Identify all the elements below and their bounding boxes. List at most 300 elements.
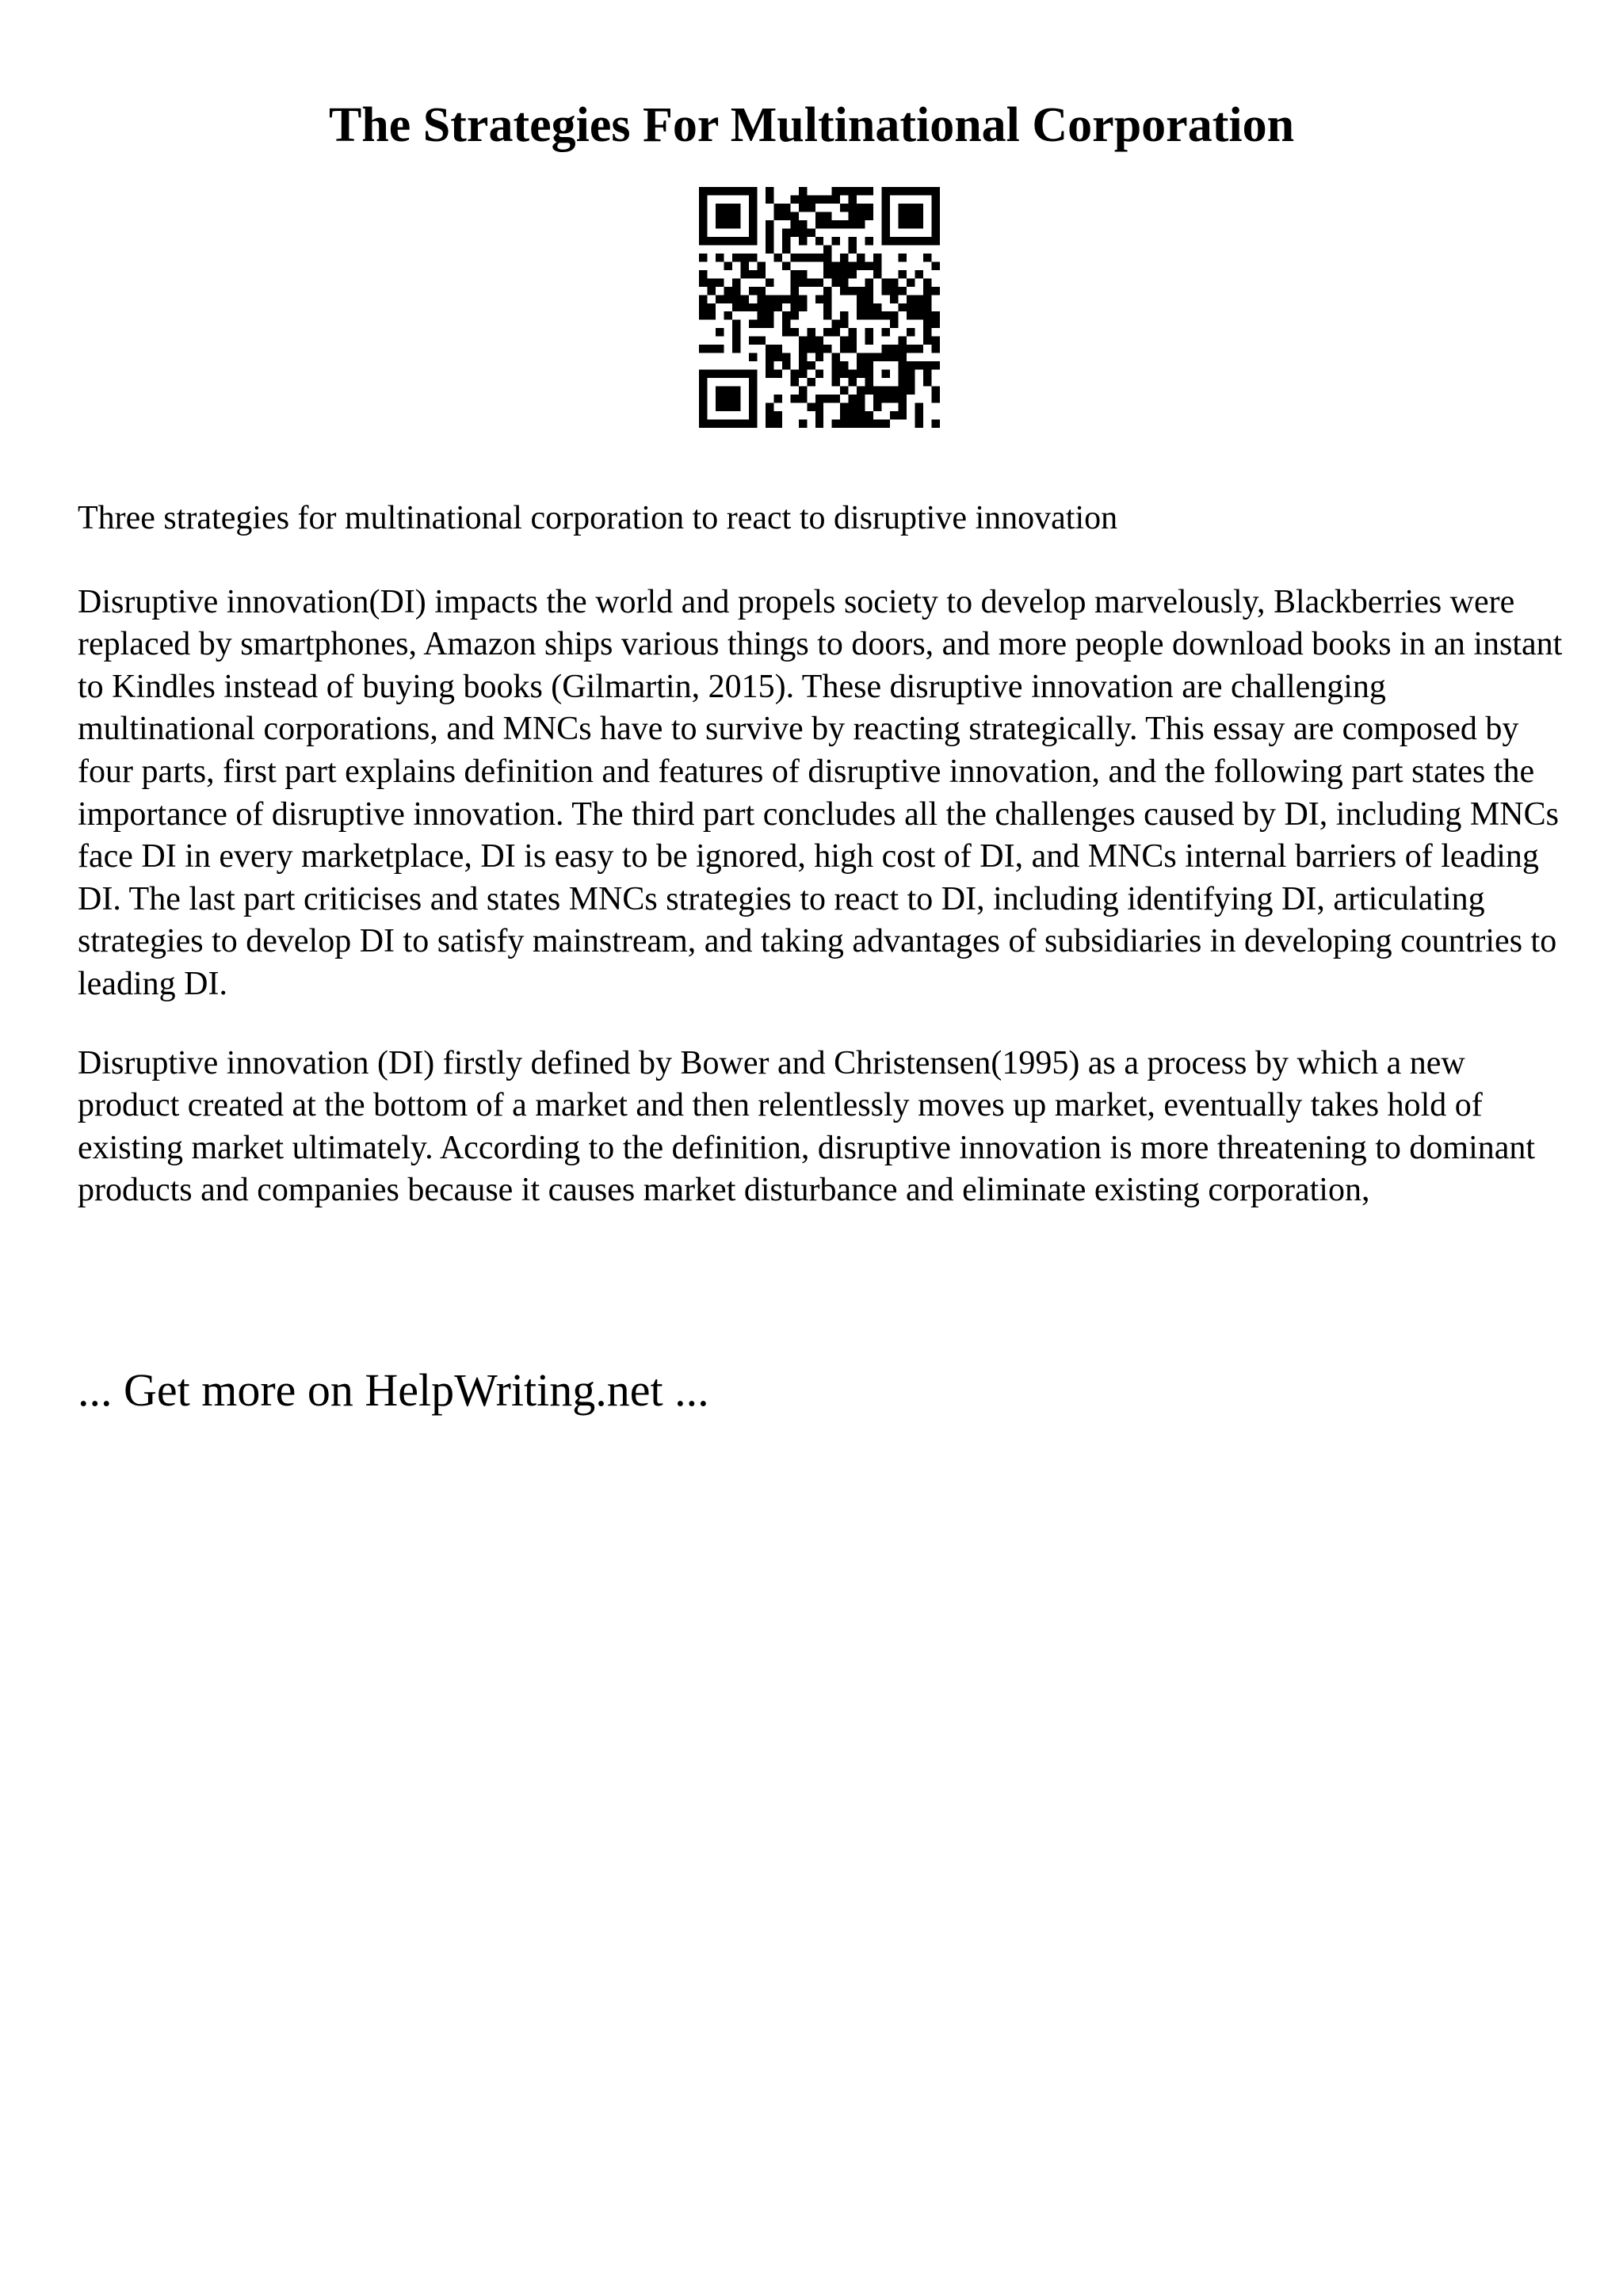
qr-module — [766, 361, 773, 369]
qr-module — [740, 295, 748, 303]
qr-module — [732, 320, 740, 328]
qr-module — [882, 287, 890, 295]
qr-module — [915, 420, 923, 428]
qr-module — [740, 237, 748, 245]
qr-module — [749, 420, 757, 428]
qr-module — [749, 270, 757, 278]
qr-module — [766, 228, 773, 236]
qr-module — [899, 204, 907, 212]
qr-module — [732, 204, 740, 212]
qr-module — [932, 395, 940, 402]
qr-module — [840, 204, 848, 212]
qr-module — [923, 320, 931, 328]
qr-module — [882, 353, 890, 361]
qr-module — [865, 337, 873, 345]
qr-module — [707, 303, 715, 311]
qr-module — [699, 303, 707, 311]
qr-module — [740, 187, 748, 195]
qr-module — [815, 345, 823, 353]
qr-module — [699, 420, 707, 428]
qr-module — [749, 353, 757, 361]
qr-module — [773, 395, 781, 402]
qr-module — [915, 237, 923, 245]
qr-module — [699, 387, 707, 395]
qr-module — [823, 287, 831, 295]
qr-module — [932, 420, 940, 428]
qr-module — [832, 370, 840, 378]
qr-module — [757, 337, 765, 345]
qr-module — [732, 387, 740, 395]
qr-module — [932, 287, 940, 295]
qr-module — [849, 337, 857, 345]
qr-module — [907, 237, 915, 245]
qr-module — [757, 270, 765, 278]
qr-module — [773, 353, 781, 361]
qr-module — [799, 337, 807, 345]
qr-module — [799, 420, 807, 428]
qr-module — [815, 254, 823, 261]
qr-module — [799, 387, 807, 395]
qr-module — [766, 411, 773, 419]
qr-module — [873, 254, 881, 261]
qr-module — [840, 411, 848, 419]
qr-module — [907, 220, 915, 228]
qr-code-icon — [699, 187, 940, 428]
qr-module — [782, 237, 790, 245]
qr-module — [840, 370, 848, 378]
qr-module — [699, 204, 707, 212]
qr-module — [790, 212, 798, 219]
qr-module — [724, 287, 731, 295]
qr-module — [907, 378, 915, 386]
qr-module — [732, 295, 740, 303]
qr-module — [865, 278, 873, 286]
qr-module — [873, 403, 881, 411]
qr-module — [707, 187, 715, 195]
qr-module — [724, 220, 731, 228]
qr-module — [699, 278, 707, 286]
qr-module — [766, 303, 773, 311]
qr-module — [807, 254, 815, 261]
qr-module — [873, 395, 881, 402]
qr-module — [716, 295, 724, 303]
qr-module — [915, 361, 923, 369]
qr-module — [890, 353, 898, 361]
qr-module — [766, 353, 773, 361]
qr-module — [749, 287, 757, 295]
qr-module — [915, 204, 923, 212]
qr-module — [882, 345, 890, 353]
qr-module — [882, 212, 890, 219]
qr-module — [882, 220, 890, 228]
qr-module — [749, 403, 757, 411]
qr-module — [865, 361, 873, 369]
qr-module — [699, 254, 707, 261]
qr-module — [815, 420, 823, 428]
qr-module — [773, 295, 781, 303]
qr-module — [823, 254, 831, 261]
qr-module — [865, 303, 873, 311]
qr-module — [882, 204, 890, 212]
qr-module — [740, 420, 748, 428]
qr-module — [832, 237, 840, 245]
qr-module — [865, 212, 873, 219]
qr-module — [749, 228, 757, 236]
qr-module — [932, 337, 940, 345]
qr-module — [773, 411, 781, 419]
qr-module — [799, 270, 807, 278]
qr-module — [849, 403, 857, 411]
qr-module — [749, 195, 757, 203]
qr-module — [849, 204, 857, 212]
qr-module — [932, 345, 940, 353]
qr-module — [757, 320, 765, 328]
qr-module — [832, 395, 840, 402]
qr-module — [799, 204, 807, 212]
qr-module — [907, 204, 915, 212]
qr-module — [857, 353, 865, 361]
qr-module — [773, 345, 781, 353]
qr-module — [865, 411, 873, 419]
qr-module — [857, 395, 865, 402]
qr-module — [882, 370, 890, 378]
qr-module — [749, 395, 757, 402]
qr-module — [766, 220, 773, 228]
qr-module — [890, 411, 898, 419]
qr-module — [740, 370, 748, 378]
qr-module — [832, 320, 840, 328]
qr-module — [757, 287, 765, 295]
qr-module — [840, 278, 848, 286]
qr-module — [732, 220, 740, 228]
qr-module — [815, 395, 823, 402]
qr-module — [773, 303, 781, 311]
qr-module — [882, 387, 890, 395]
qr-module — [724, 395, 731, 402]
qr-module — [849, 270, 857, 278]
qr-module — [873, 420, 881, 428]
qr-module — [807, 278, 815, 286]
qr-module — [799, 395, 807, 402]
qr-module — [873, 353, 881, 361]
qr-module — [890, 395, 898, 402]
qr-module — [749, 237, 757, 245]
qr-module — [882, 395, 890, 402]
qr-module — [849, 195, 857, 203]
qr-module — [766, 195, 773, 203]
qr-module — [732, 187, 740, 195]
qr-module — [732, 303, 740, 311]
qr-module — [799, 220, 807, 228]
qr-module — [857, 361, 865, 369]
qr-module — [907, 345, 915, 353]
qr-module — [732, 254, 740, 261]
qr-module — [716, 212, 724, 219]
qr-module — [749, 337, 757, 345]
qr-module — [840, 220, 848, 228]
qr-module — [865, 311, 873, 319]
qr-module — [923, 254, 931, 261]
qr-module — [899, 270, 907, 278]
qr-module — [766, 187, 773, 195]
qr-module — [749, 187, 757, 195]
qr-module — [840, 261, 848, 269]
qr-module — [799, 353, 807, 361]
qr-module — [865, 237, 873, 245]
qr-module — [782, 328, 790, 336]
qr-module — [716, 395, 724, 402]
qr-module — [790, 395, 798, 402]
qr-module — [849, 420, 857, 428]
qr-module — [699, 295, 707, 303]
qr-module — [899, 220, 907, 228]
qr-module — [699, 212, 707, 219]
qr-module — [766, 420, 773, 428]
qr-module — [890, 278, 898, 286]
qr-module — [832, 361, 840, 369]
qr-module — [732, 370, 740, 378]
qr-module — [790, 370, 798, 378]
qr-module — [907, 328, 915, 336]
qr-module — [815, 278, 823, 286]
qr-module — [799, 345, 807, 353]
qr-module — [923, 303, 931, 311]
qr-module — [865, 370, 873, 378]
qr-module — [724, 295, 731, 303]
qr-module — [849, 411, 857, 419]
qr-module — [790, 270, 798, 278]
qr-module — [707, 345, 715, 353]
qr-module — [857, 387, 865, 395]
qr-module — [823, 345, 831, 353]
qr-module — [782, 295, 790, 303]
qr-module — [716, 420, 724, 428]
qr-code[interactable] — [699, 187, 940, 428]
qr-module — [923, 311, 931, 319]
qr-module — [865, 261, 873, 269]
qr-module — [915, 295, 923, 303]
qr-module — [749, 212, 757, 219]
qr-module — [732, 287, 740, 295]
document-title: The Strategies For Multinational Corporation — [328, 98, 1295, 152]
qr-module — [932, 311, 940, 319]
qr-module — [865, 378, 873, 386]
qr-module — [790, 303, 798, 311]
qr-module — [923, 361, 931, 369]
qr-module — [699, 411, 707, 419]
qr-module — [832, 378, 840, 386]
qr-module — [915, 411, 923, 419]
qr-module — [799, 361, 807, 369]
qr-module — [857, 295, 865, 303]
qr-module — [865, 353, 873, 361]
qr-module — [807, 345, 815, 353]
qr-module — [857, 303, 865, 311]
qr-module — [749, 204, 757, 212]
qr-module — [899, 411, 907, 419]
qr-module — [799, 303, 807, 311]
qr-module — [699, 378, 707, 386]
qr-module — [766, 403, 773, 411]
qr-module — [790, 295, 798, 303]
qr-module — [890, 295, 898, 303]
qr-module — [890, 237, 898, 245]
qr-module — [757, 311, 765, 319]
qr-module — [849, 245, 857, 253]
qr-module — [882, 237, 890, 245]
qr-module — [899, 187, 907, 195]
qr-module — [865, 204, 873, 212]
qr-module — [724, 261, 731, 269]
qr-module — [716, 220, 724, 228]
qr-module — [915, 345, 923, 353]
qr-module — [773, 370, 781, 378]
qr-module — [899, 361, 907, 369]
qr-module — [857, 204, 865, 212]
qr-module — [815, 337, 823, 345]
qr-module — [907, 303, 915, 311]
qr-module — [849, 345, 857, 353]
qr-module — [716, 254, 724, 261]
qr-module — [865, 287, 873, 295]
qr-module — [790, 220, 798, 228]
qr-module — [749, 303, 757, 311]
qr-module — [749, 378, 757, 386]
qr-module — [699, 187, 707, 195]
qr-module — [899, 378, 907, 386]
qr-module — [707, 278, 715, 286]
qr-module — [915, 270, 923, 278]
qr-module — [716, 187, 724, 195]
qr-module — [932, 237, 940, 245]
qr-module — [699, 311, 707, 319]
qr-module — [832, 278, 840, 286]
qr-module — [873, 303, 881, 311]
qr-module — [832, 270, 840, 278]
qr-module — [849, 395, 857, 402]
qr-module — [832, 353, 840, 361]
qr-module — [773, 420, 781, 428]
qr-module — [815, 403, 823, 411]
qr-module — [932, 320, 940, 328]
qr-module — [799, 237, 807, 245]
qr-module — [749, 320, 757, 328]
qr-module — [807, 195, 815, 203]
get-more-link[interactable]: ... Get more on HelpWriting.net ... — [78, 1364, 709, 1416]
qr-module — [840, 320, 848, 328]
qr-module — [849, 261, 857, 269]
qr-module — [907, 311, 915, 319]
qr-module — [823, 220, 831, 228]
qr-module — [790, 278, 798, 286]
qr-module — [840, 403, 848, 411]
qr-module — [799, 295, 807, 303]
qr-module — [732, 420, 740, 428]
qr-module — [823, 295, 831, 303]
qr-module — [749, 254, 757, 261]
qr-module — [766, 370, 773, 378]
qr-module — [899, 395, 907, 402]
qr-module — [923, 328, 931, 336]
qr-module — [790, 195, 798, 203]
qr-module — [932, 387, 940, 395]
qr-module — [790, 228, 798, 236]
qr-module — [807, 403, 815, 411]
qr-module — [849, 328, 857, 336]
qr-module — [732, 278, 740, 286]
qr-module — [840, 254, 848, 261]
qr-module — [915, 220, 923, 228]
qr-module — [807, 337, 815, 345]
qr-module — [857, 411, 865, 419]
qr-module — [890, 345, 898, 353]
qr-module — [857, 370, 865, 378]
qr-module — [849, 370, 857, 378]
qr-module — [915, 403, 923, 411]
qr-module — [707, 237, 715, 245]
qr-module — [832, 420, 840, 428]
qr-module — [807, 361, 815, 369]
qr-module — [849, 287, 857, 295]
qr-module — [799, 254, 807, 261]
qr-module — [899, 237, 907, 245]
qr-module — [857, 261, 865, 269]
qr-module — [807, 328, 815, 336]
qr-module — [732, 328, 740, 336]
qr-module — [899, 287, 907, 295]
qr-module — [707, 420, 715, 428]
qr-module — [782, 261, 790, 269]
qr-module — [899, 303, 907, 311]
qr-module — [823, 311, 831, 319]
qr-module — [823, 245, 831, 253]
qr-module — [732, 212, 740, 219]
qr-module — [773, 254, 781, 261]
qr-module — [707, 370, 715, 378]
qr-module — [740, 254, 748, 261]
qr-module — [782, 228, 790, 236]
qr-module — [923, 237, 931, 245]
qr-module — [857, 420, 865, 428]
qr-module — [724, 187, 731, 195]
qr-module — [923, 287, 931, 295]
qr-module — [823, 270, 831, 278]
qr-module — [790, 254, 798, 261]
qr-module — [857, 311, 865, 319]
qr-module — [865, 420, 873, 428]
qr-module — [815, 212, 823, 219]
qr-module — [882, 311, 890, 319]
qr-module — [724, 212, 731, 219]
qr-module — [882, 228, 890, 236]
qr-module — [915, 311, 923, 319]
qr-module — [890, 320, 898, 328]
qr-module — [815, 370, 823, 378]
qr-module — [699, 370, 707, 378]
qr-module — [873, 311, 881, 319]
qr-module — [716, 328, 724, 336]
qr-module — [749, 411, 757, 419]
qr-module — [807, 228, 815, 236]
qr-module — [882, 278, 890, 286]
qr-module — [832, 195, 840, 203]
qr-module — [782, 245, 790, 253]
qr-module — [882, 328, 890, 336]
qr-module — [699, 270, 707, 278]
qr-module — [782, 212, 790, 219]
qr-module — [849, 378, 857, 386]
qr-module — [716, 403, 724, 411]
